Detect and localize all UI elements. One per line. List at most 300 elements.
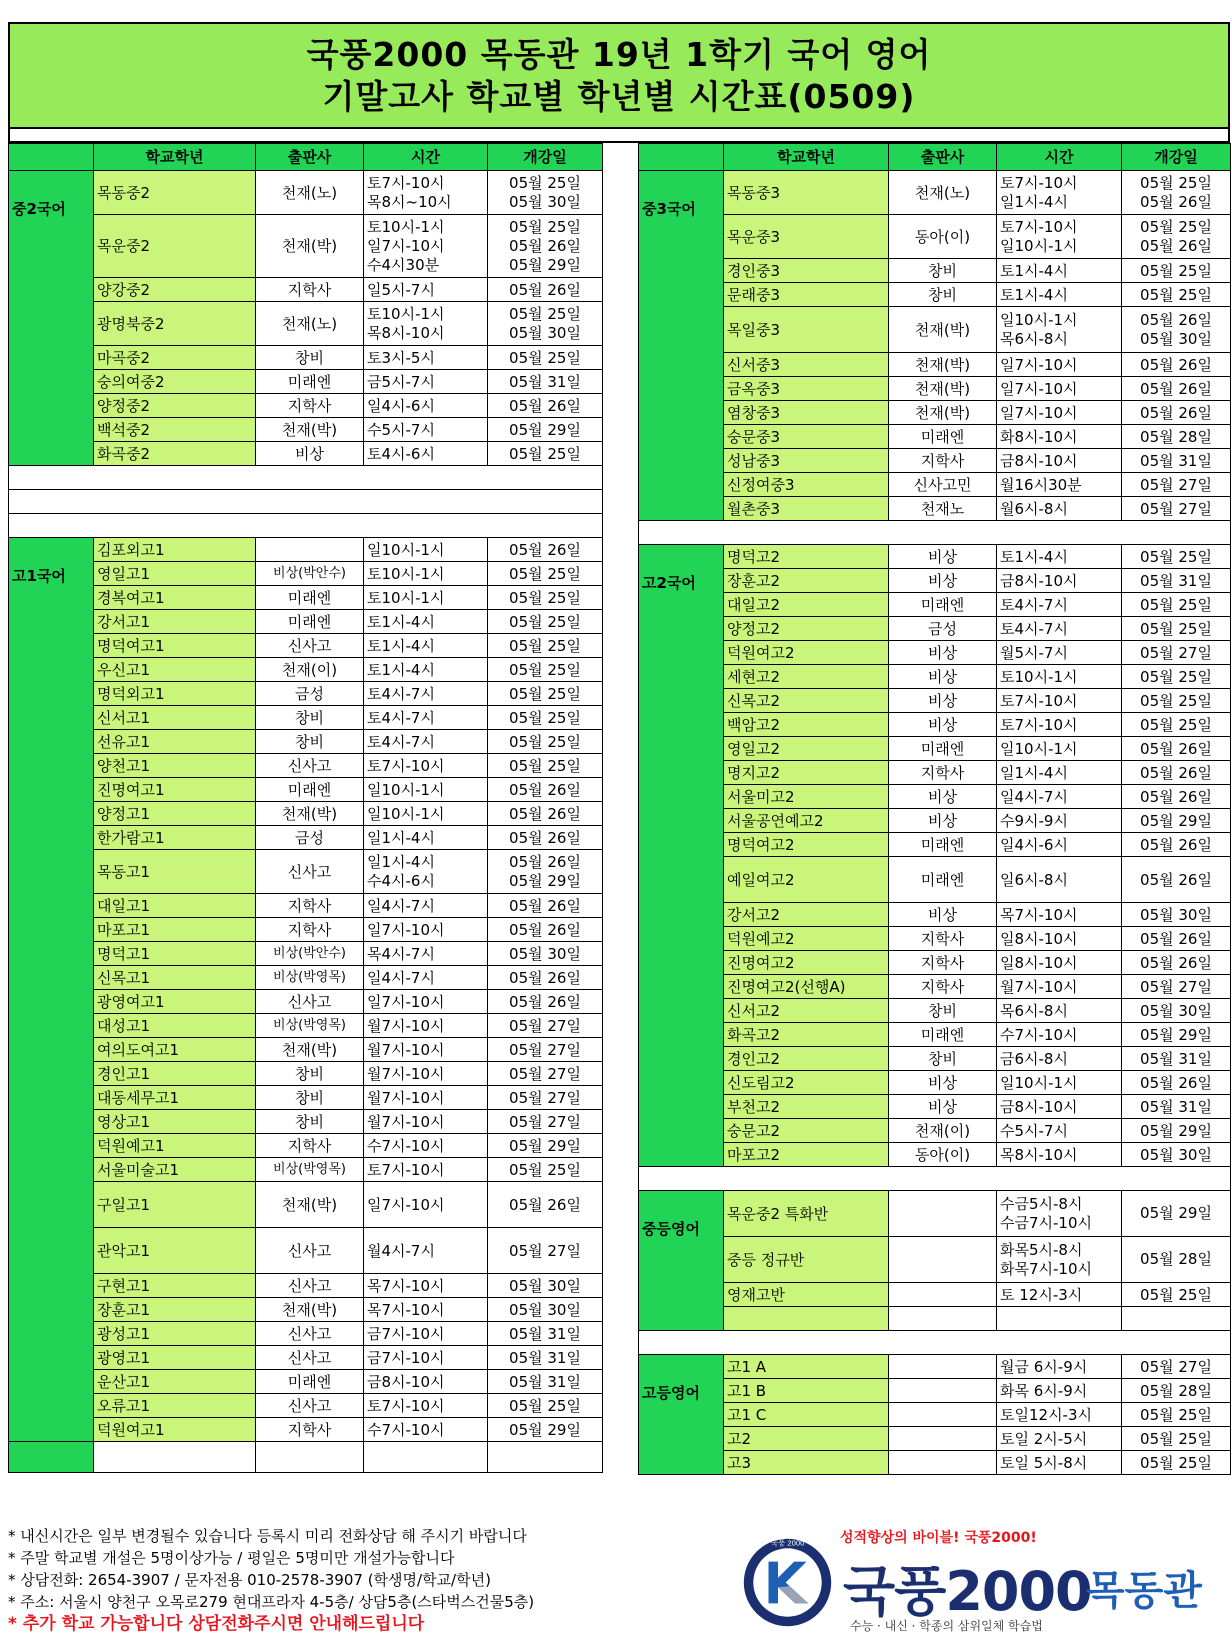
time-cell xyxy=(997,737,1122,761)
header-time: 시간 xyxy=(364,144,488,171)
publisher-cell: 신사고 xyxy=(256,850,364,894)
date-line: 05월 25일 xyxy=(1140,1285,1212,1304)
time-cell xyxy=(364,850,488,894)
start-date-cell xyxy=(488,682,603,706)
date-line: 05월 26일 xyxy=(509,852,581,871)
school-cell: 경인고2 xyxy=(724,1047,889,1071)
empty-cell xyxy=(488,1442,603,1473)
school-cell: 백암고2 xyxy=(724,713,889,737)
school-cell: 신정여중3 xyxy=(724,473,889,497)
time-line: 토7시-10시 xyxy=(367,173,445,192)
table-row xyxy=(9,754,603,778)
date-line: 05월 29일 xyxy=(1140,1204,1212,1222)
note-add-school: * 추가 학교 가능합니다 상담전화주시면 안내해드립니다 xyxy=(8,1614,425,1634)
school-cell: 경인중3 xyxy=(724,259,889,283)
date-line: 05월 26일 xyxy=(1140,403,1212,422)
title-line-2: 기말고사 학교별 학년별 시간표(0509) xyxy=(322,76,916,116)
time-cell xyxy=(364,1274,488,1298)
time-cell xyxy=(364,1418,488,1442)
time-line: 화목5시-8시 xyxy=(1000,1240,1083,1259)
start-date-cell xyxy=(488,1182,603,1228)
date-line: 05월 26일 xyxy=(1140,787,1212,806)
time-cell xyxy=(364,1228,488,1274)
category-label: 중2국어 xyxy=(9,171,94,466)
publisher-cell: 지학사 xyxy=(256,394,364,418)
table-row xyxy=(9,1442,603,1473)
time-cell xyxy=(364,346,488,370)
school-cell: 대동세무고1 xyxy=(94,1086,256,1110)
start-date-cell xyxy=(1122,1143,1231,1167)
header-school: 학교학년 xyxy=(724,144,889,171)
time-cell xyxy=(997,473,1122,497)
date-line: 05월 26일 xyxy=(509,540,581,559)
publisher-cell: 지학사 xyxy=(889,975,997,999)
school-cell: 중등 정규반 xyxy=(724,1237,889,1283)
date-line: 05월 26일 xyxy=(509,968,581,987)
time-line: 수금5시-8시 xyxy=(1000,1194,1083,1213)
time-line: 일4시-6시 xyxy=(367,396,435,415)
time-line: 토10시-1시 xyxy=(367,564,445,583)
publisher-cell: 비상 xyxy=(889,785,997,809)
date-line: 05월 25일 xyxy=(1140,715,1212,734)
start-date-cell xyxy=(488,1322,603,1346)
title-banner xyxy=(8,22,1230,129)
time-line: 일4시-7시 xyxy=(367,896,435,915)
school-cell: 오류고1 xyxy=(94,1394,256,1418)
start-date-cell xyxy=(488,730,603,754)
table-row xyxy=(9,1298,603,1322)
start-date-cell xyxy=(488,634,603,658)
date-line: 05월 25일 xyxy=(509,217,581,236)
date-line: 05월 25일 xyxy=(1140,1429,1212,1448)
table-row xyxy=(639,927,1231,951)
start-date-cell xyxy=(488,171,603,215)
date-line: 05월 25일 xyxy=(509,660,581,679)
time-cell xyxy=(997,283,1122,307)
start-date-cell xyxy=(1122,689,1231,713)
start-date-cell xyxy=(488,1110,603,1134)
publisher-cell: 지학사 xyxy=(256,1134,364,1158)
time-line: 목6시-8시 xyxy=(1000,1001,1068,1020)
table-row xyxy=(639,665,1231,689)
time-cell xyxy=(997,1379,1122,1403)
publisher-cell: 비상 xyxy=(889,713,997,737)
time-line: 일1시-4시 xyxy=(367,828,435,847)
time-line: 수4시30분 xyxy=(367,255,440,274)
time-line: 일8시-10시 xyxy=(1000,929,1078,948)
spacer-row xyxy=(639,1167,1231,1191)
date-line: 05월 31일 xyxy=(1140,1097,1212,1116)
time-cell xyxy=(997,1047,1122,1071)
table-row xyxy=(639,473,1231,497)
publisher-cell: 천재(박) xyxy=(889,353,997,377)
time-line: 토1시-4시 xyxy=(1000,547,1068,566)
date-line: 05월 25일 xyxy=(509,348,581,367)
time-cell xyxy=(364,1014,488,1038)
time-line: 토일 2시-5시 xyxy=(1000,1429,1088,1448)
publisher-cell: 천재(박) xyxy=(256,418,364,442)
time-cell xyxy=(997,1071,1122,1095)
date-line: 05월 30일 xyxy=(509,1276,581,1295)
publisher-cell: 신사고 xyxy=(256,1322,364,1346)
time-line: 일7시-10시 xyxy=(367,1195,445,1214)
start-date-cell xyxy=(1122,785,1231,809)
time-cell xyxy=(364,634,488,658)
date-line: 05월 30일 xyxy=(1140,329,1212,348)
time-line: 화8시-10시 xyxy=(1000,427,1078,446)
table-row xyxy=(9,1014,603,1038)
time-cell xyxy=(997,1237,1122,1283)
table-row xyxy=(639,1451,1231,1475)
spacer-row xyxy=(9,466,603,490)
time-cell xyxy=(997,1191,1122,1237)
date-line: 05월 27일 xyxy=(1140,643,1212,662)
time-cell xyxy=(997,353,1122,377)
time-line: 일10시-1시 xyxy=(1000,236,1078,255)
time-line: 일7시-10시 xyxy=(1000,355,1078,374)
start-date-cell xyxy=(1122,1379,1231,1403)
date-line: 05월 26일 xyxy=(509,896,581,915)
table-row xyxy=(639,593,1231,617)
date-line: 05월 25일 xyxy=(509,684,581,703)
start-date-cell xyxy=(1122,617,1231,641)
table-row xyxy=(9,1134,603,1158)
publisher-cell xyxy=(256,538,364,562)
time-line: 수5시-7시 xyxy=(367,420,435,439)
school-cell: 서울공연예고2 xyxy=(724,809,889,833)
table-row xyxy=(9,1274,603,1298)
start-date-cell xyxy=(488,418,603,442)
time-cell xyxy=(997,497,1122,521)
table-row xyxy=(639,617,1231,641)
publisher-cell: 비상(박안수) xyxy=(256,942,364,966)
time-line: 토7시-10시 xyxy=(1000,691,1078,710)
time-line: 일4시-7시 xyxy=(367,968,435,987)
publisher-cell xyxy=(889,1451,997,1475)
time-cell xyxy=(997,689,1122,713)
time-cell xyxy=(997,1283,1122,1307)
date-line: 05월 26일 xyxy=(509,920,581,939)
time-line: 일1시-4시 xyxy=(367,852,435,871)
school-cell: 장훈고2 xyxy=(724,569,889,593)
start-date-cell xyxy=(1122,951,1231,975)
school-cell: 장훈고1 xyxy=(94,1298,256,1322)
table-row xyxy=(639,737,1231,761)
time-line: 금7시-10시 xyxy=(367,1324,445,1343)
start-date-cell xyxy=(1122,665,1231,689)
start-date-cell xyxy=(1122,833,1231,857)
publisher-cell: 천재(이) xyxy=(256,658,364,682)
publisher-cell: 지학사 xyxy=(889,761,997,785)
publisher-cell: 금성 xyxy=(889,617,997,641)
time-cell xyxy=(364,538,488,562)
date-line: 05월 31일 xyxy=(1140,571,1212,590)
publisher-cell: 창비 xyxy=(256,1086,364,1110)
date-line: 05월 25일 xyxy=(1140,173,1212,192)
school-cell: 성남중3 xyxy=(724,449,889,473)
start-date-cell xyxy=(1122,259,1231,283)
time-cell xyxy=(364,754,488,778)
table-row xyxy=(9,1370,603,1394)
school-cell: 구현고1 xyxy=(94,1274,256,1298)
school-cell: 마포고1 xyxy=(94,918,256,942)
time-cell xyxy=(364,302,488,346)
time-cell xyxy=(997,1403,1122,1427)
publisher-cell: 미래엔 xyxy=(889,833,997,857)
date-line: 05월 30일 xyxy=(1140,1145,1212,1164)
school-cell: 양정중2 xyxy=(94,394,256,418)
date-line: 05월 26일 xyxy=(1140,310,1212,329)
school-cell: 양강중2 xyxy=(94,278,256,302)
date-line: 05월 31일 xyxy=(509,1348,581,1367)
logo-slogan: 성적향상의 바이블! 국풍2000! xyxy=(840,1530,1037,1546)
date-line: 05월 31일 xyxy=(509,1372,581,1391)
date-line: 05월 26일 xyxy=(1140,763,1212,782)
spacer-row xyxy=(639,521,1231,545)
time-cell xyxy=(364,658,488,682)
school-cell: 숭문중3 xyxy=(724,425,889,449)
time-cell xyxy=(364,1182,488,1228)
publisher-cell: 비상 xyxy=(256,442,364,466)
table-row xyxy=(9,1228,603,1274)
start-date-cell xyxy=(1122,903,1231,927)
time-cell xyxy=(997,569,1122,593)
start-date-cell xyxy=(1122,975,1231,999)
time-line: 월7시-10시 xyxy=(367,1064,445,1083)
time-line: 토4시-6시 xyxy=(367,444,435,463)
start-date-cell xyxy=(1122,1095,1231,1119)
publisher-cell: 천재(노) xyxy=(256,171,364,215)
publisher-cell: 미래엔 xyxy=(256,370,364,394)
time-line: 토7시-10시 xyxy=(367,756,445,775)
start-date-cell xyxy=(488,850,603,894)
publisher-cell: 미래엔 xyxy=(256,586,364,610)
start-date-cell xyxy=(1122,377,1231,401)
time-line: 토4시-7시 xyxy=(1000,619,1068,638)
start-date-cell xyxy=(1122,857,1231,903)
start-date-cell xyxy=(488,706,603,730)
time-line: 토7시-10시 xyxy=(367,1160,445,1179)
table-row xyxy=(9,538,603,562)
time-line: 목7시-10시 xyxy=(1000,905,1078,924)
time-line: 토10시-1시 xyxy=(367,304,445,323)
time-line: 월7시-10시 xyxy=(367,1112,445,1131)
time-cell xyxy=(364,730,488,754)
time-line: 일7시-10시 xyxy=(1000,379,1078,398)
empty-cell xyxy=(9,1442,94,1473)
table-row xyxy=(639,1379,1231,1403)
start-date-cell xyxy=(488,610,603,634)
date-line: 05월 26일 xyxy=(509,828,581,847)
publisher-cell: 지학사 xyxy=(256,918,364,942)
date-line: 05월 27일 xyxy=(509,1040,581,1059)
publisher-cell: 지학사 xyxy=(256,894,364,918)
table-row xyxy=(639,171,1231,215)
publisher-cell: 신사고 xyxy=(256,634,364,658)
start-date-cell xyxy=(488,990,603,1014)
date-line: 05월 25일 xyxy=(1140,285,1212,304)
school-cell: 진명여고2 xyxy=(724,951,889,975)
publisher-cell: 신사고민 xyxy=(889,473,997,497)
start-date-cell xyxy=(488,346,603,370)
start-date-cell xyxy=(488,826,603,850)
table-row xyxy=(639,569,1231,593)
time-line: 수7시-10시 xyxy=(367,1420,445,1439)
school-cell: 덕원예고1 xyxy=(94,1134,256,1158)
time-line: 일5시-7시 xyxy=(367,280,435,299)
spacer-row xyxy=(9,490,603,514)
date-line: 05월 25일 xyxy=(509,612,581,631)
publisher-cell: 천재(박) xyxy=(256,802,364,826)
time-line: 토일 5시-8시 xyxy=(1000,1453,1088,1472)
time-line: 목8시-10시 xyxy=(1000,1145,1078,1164)
time-line: 목7시-10시 xyxy=(367,1300,445,1319)
table-row xyxy=(9,634,603,658)
school-cell: 신서고2 xyxy=(724,999,889,1023)
start-date-cell xyxy=(488,215,603,278)
publisher-cell: 천재(박) xyxy=(256,1038,364,1062)
time-line: 월6시-8시 xyxy=(1000,499,1068,518)
time-line: 금8시-10시 xyxy=(1000,1097,1078,1116)
table-row xyxy=(639,1047,1231,1071)
time-line: 일7시-10시 xyxy=(367,236,445,255)
table-row xyxy=(9,918,603,942)
time-cell xyxy=(364,1158,488,1182)
start-date-cell xyxy=(1122,171,1231,215)
table-row xyxy=(9,706,603,730)
start-date-cell xyxy=(1122,641,1231,665)
time-line: 화목 6시-9시 xyxy=(1000,1381,1088,1400)
start-date-cell xyxy=(488,1228,603,1274)
date-line: 05월 26일 xyxy=(1140,355,1212,374)
school-cell: 영일고1 xyxy=(94,562,256,586)
spacer-row xyxy=(639,1331,1231,1355)
start-date-cell xyxy=(1122,473,1231,497)
publisher-cell: 비상 xyxy=(889,665,997,689)
publisher-cell: 지학사 xyxy=(889,927,997,951)
school-cell: 숭문고2 xyxy=(724,1119,889,1143)
time-cell xyxy=(997,171,1122,215)
school-cell: 강서고2 xyxy=(724,903,889,927)
publisher-cell: 창비 xyxy=(256,1062,364,1086)
start-date-cell xyxy=(488,1158,603,1182)
time-line: 토1시-4시 xyxy=(1000,285,1068,304)
start-date-cell xyxy=(488,966,603,990)
left-schedule-table xyxy=(8,143,603,1473)
publisher-cell: 미래엔 xyxy=(889,737,997,761)
date-line: 05월 25일 xyxy=(1140,547,1212,566)
publisher-cell: 비상 xyxy=(889,1071,997,1095)
time-line: 토1시-4시 xyxy=(1000,261,1068,280)
time-cell xyxy=(997,809,1122,833)
category-label: 중3국어 xyxy=(639,171,724,521)
publisher-cell: 미래엔 xyxy=(256,778,364,802)
school-cell: 덕원예고2 xyxy=(724,927,889,951)
publisher-cell: 동아(이) xyxy=(889,1143,997,1167)
empty-cell xyxy=(256,1442,364,1473)
table-row xyxy=(9,730,603,754)
publisher-cell: 미래엔 xyxy=(889,425,997,449)
publisher-cell xyxy=(889,1355,997,1379)
start-date-cell xyxy=(1122,1283,1231,1307)
time-cell xyxy=(364,394,488,418)
header-publisher: 출판사 xyxy=(889,144,997,171)
school-cell: 목동고1 xyxy=(94,850,256,894)
publisher-cell: 지학사 xyxy=(256,278,364,302)
table-row xyxy=(9,442,603,466)
time-line: 토10시-1시 xyxy=(367,217,445,236)
date-line: 05월 26일 xyxy=(1140,379,1212,398)
time-cell xyxy=(997,1095,1122,1119)
table-row xyxy=(9,302,603,346)
date-line: 05월 25일 xyxy=(509,304,581,323)
header-time: 시간 xyxy=(997,144,1122,171)
date-line: 05월 25일 xyxy=(509,636,581,655)
table-row xyxy=(639,259,1231,283)
time-cell xyxy=(364,1134,488,1158)
table-row xyxy=(9,802,603,826)
school-cell: 신서고1 xyxy=(94,706,256,730)
start-date-cell xyxy=(488,894,603,918)
note-phone: * 상담전화: 2654-3907 / 문자전용 010-2578-3907 (학생명/학교/학년) xyxy=(8,1571,491,1589)
time-line: 토1시-4시 xyxy=(367,612,435,631)
school-cell: 화곡고2 xyxy=(724,1023,889,1047)
table-row xyxy=(9,346,603,370)
school-cell: 영재고반 xyxy=(724,1283,889,1307)
date-line: 05월 26일 xyxy=(1140,739,1212,758)
publisher-cell: 금성 xyxy=(256,682,364,706)
school-cell: 대성고1 xyxy=(94,1014,256,1038)
school-cell: 경복여고1 xyxy=(94,586,256,610)
time-cell xyxy=(997,377,1122,401)
table-row xyxy=(639,353,1231,377)
time-line: 수5시-7시 xyxy=(1000,1121,1068,1140)
table-row xyxy=(9,215,603,278)
time-cell xyxy=(364,1110,488,1134)
table-row xyxy=(9,658,603,682)
time-cell xyxy=(997,1023,1122,1047)
time-line: 금6시-8시 xyxy=(1000,1049,1068,1068)
school-cell: 목운중3 xyxy=(724,215,889,259)
category-label: 고2국어 xyxy=(639,545,724,1167)
time-cell xyxy=(364,682,488,706)
publisher-cell: 신사고 xyxy=(256,1228,364,1274)
table-row xyxy=(9,1418,603,1442)
table-row xyxy=(9,778,603,802)
publisher-cell: 미래엔 xyxy=(889,857,997,903)
school-cell: 부천고2 xyxy=(724,1095,889,1119)
spacer-cell xyxy=(9,514,603,538)
date-line: 05월 26일 xyxy=(1140,236,1212,255)
academy-logo xyxy=(740,1525,1220,1635)
time-cell xyxy=(997,545,1122,569)
header-corner xyxy=(639,144,724,171)
time-line: 토7시-10시 xyxy=(1000,715,1078,734)
school-cell: 광영여고1 xyxy=(94,990,256,1014)
table-row xyxy=(639,713,1231,737)
publisher-cell: 미래엔 xyxy=(256,1370,364,1394)
time-line: 월7시-10시 xyxy=(367,1040,445,1059)
school-cell: 고2 xyxy=(724,1427,889,1451)
school-cell: 목운중2 특화반 xyxy=(724,1191,889,1237)
time-cell xyxy=(364,442,488,466)
start-date-cell xyxy=(488,562,603,586)
publisher-cell: 신사고 xyxy=(256,1346,364,1370)
school-cell: 덕원여고2 xyxy=(724,641,889,665)
date-line: 05월 25일 xyxy=(1140,595,1212,614)
category-label: 고1국어 xyxy=(9,538,94,1442)
time-line: 일4시-6시 xyxy=(1000,835,1068,854)
